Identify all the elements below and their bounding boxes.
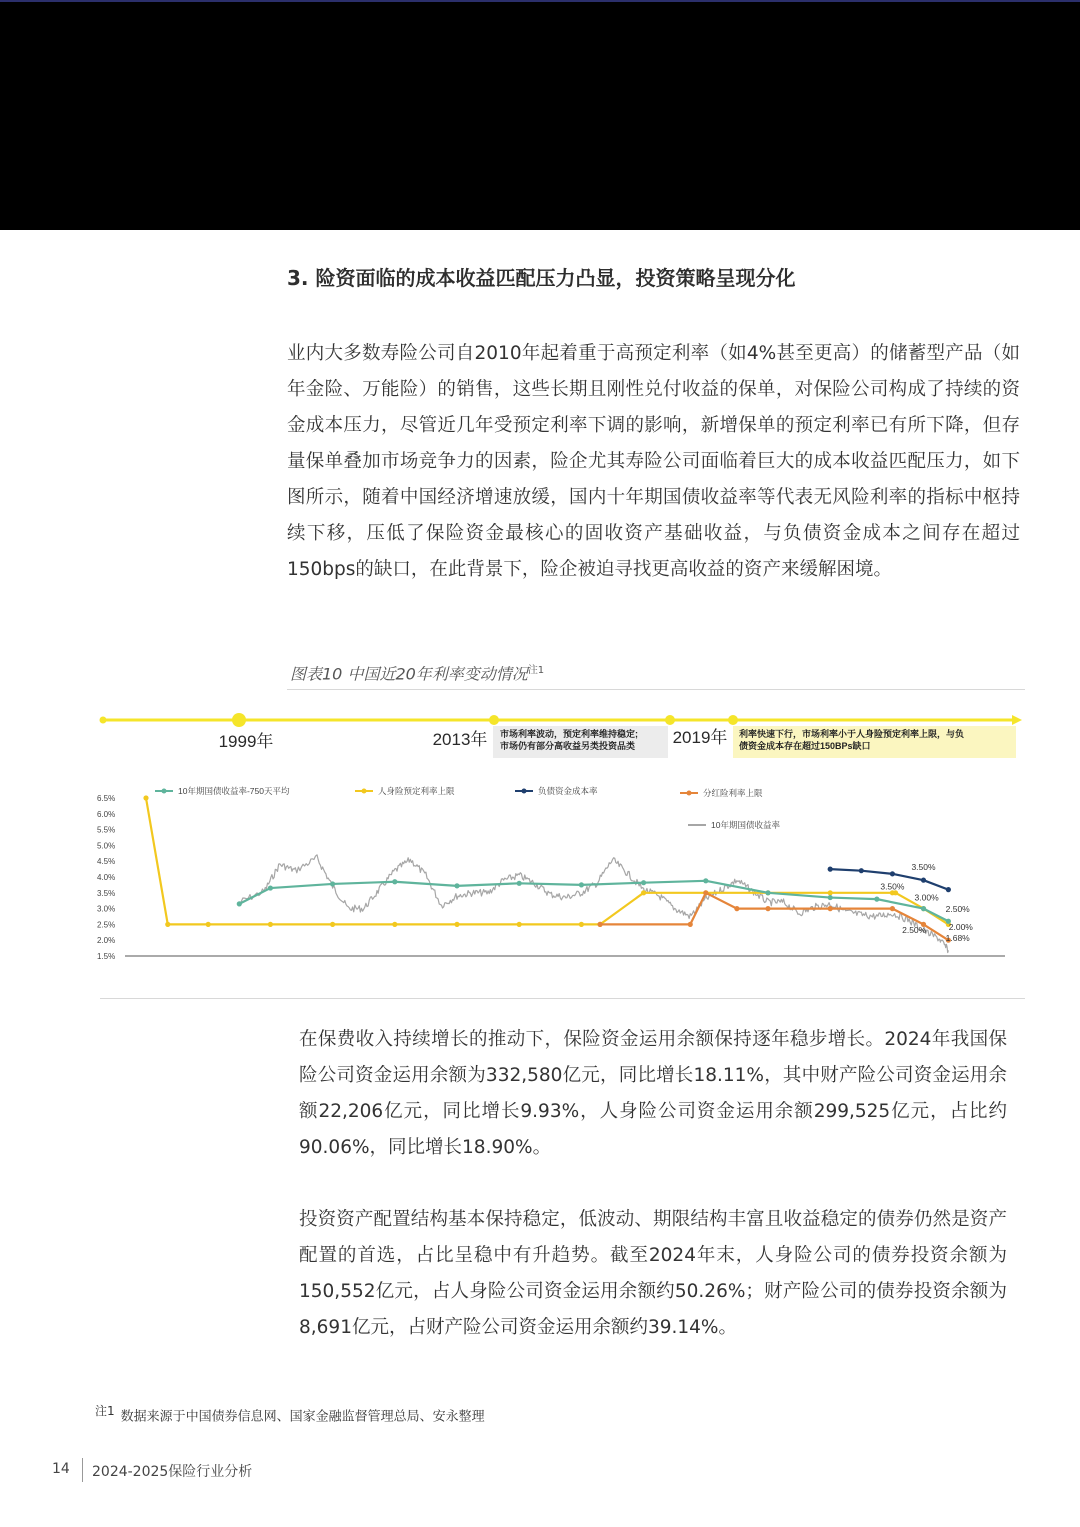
body-paragraph-1: 业内大多数寿险公司自2010年起着重于高预定利率（如4%甚至更高）的储蓄型产品（如年金险、万能险）的销售，这些长期且刚性兑付收益的保单，对保险公司构成了持续的资金成本压力，尽管近几年受预定利率下调的影响，新增保单的预定利率已有所下降，但存量保单叠加市场竞争力的因素，险企尤其寿险公司面临着巨大的成本收益匹配压力，如下图所示，随着中国经济增速放缓，国内十年期国债收益率等代表无风险利率的指标中枢持续下移，压低了保险资金最核心的固收资产基础收益，与负债资金成本之间存在超过150bps的缺口，在此背景下，险企被迫寻找更高收益的资产来缓解困境。 [287, 343, 1020, 580]
timeline-dot [728, 715, 738, 725]
data-point [765, 890, 770, 895]
data-point [579, 922, 584, 927]
timeline-note-2019-line: 债资金成本存在超过150BPs缺口 [739, 741, 871, 751]
timeline-label-1999: 1999年 [218, 732, 274, 751]
data-point [392, 922, 397, 927]
interest-rate-chart [0, 690, 1080, 996]
data-label: 2.00% [948, 922, 973, 933]
timeline-arrow [1012, 715, 1022, 725]
page-number: 14 [52, 1461, 70, 1477]
footer-divider [82, 1458, 83, 1482]
timeline-note-2013-line: 市场利率波动，预定利率维持稳定; [500, 729, 638, 739]
data-point [921, 906, 926, 911]
data-point [828, 906, 833, 911]
data-label: 2.50% [902, 925, 927, 936]
data-point [392, 879, 397, 884]
y-tick-label: 4.5% [97, 857, 116, 867]
data-point [268, 885, 273, 890]
timeline-note-2019-line: 利率快速下行，市场利率小于人身险预定利率上限，与负 [739, 729, 965, 739]
data-point [703, 878, 708, 883]
timeline-dot [232, 713, 246, 727]
y-tick-label: 4.0% [97, 873, 116, 882]
y-tick-label: 6.5% [97, 794, 116, 803]
report-title: 2024-2025保险行业分析 [92, 1464, 253, 1480]
body-paragraph-2: 在保费收入持续增长的推动下，保险资金运用余额保持逐年稳步增长。2024年我国保险公司资金运用余额为332,580亿元，同比增长18.11%，其中财产险公司资金运用余额22,206亿元，同比增长9.93%，人身险公司资金运用余额299,525亿元，占比约90.06%，同比增长18.90%。 [299, 1029, 1007, 1158]
data-point [330, 881, 335, 886]
data-point [874, 897, 879, 902]
timeline-label-2019: 2019年 [672, 728, 728, 747]
data-label: 3.00% [914, 892, 939, 903]
data-point [703, 890, 708, 895]
body-paragraph-3: 投资资产配置结构基本保持稳定，低波动、期限结构丰富且收益稳定的债券仍然是资产配置的首选，占比呈稳中有升趋势。截至2024年末，人身险公司的债券投资余额为150,552亿元，占人身险公司资金运用余额约50.26%；财产险公司的债券投资余额为8,691亿元，占财产险公司资金运用余额约39.14%。 [299, 1209, 1007, 1338]
figure-note-mark: 注1 [527, 665, 545, 676]
footnote-text: 数据来源于中国债券信息网、国家金融监督管理总局、安永整理 [120, 1409, 485, 1425]
data-point [828, 867, 833, 872]
y-tick-label: 6.0% [97, 809, 116, 819]
timeline-dot [100, 717, 107, 724]
data-point [597, 922, 602, 927]
y-tick-label: 3.5% [97, 888, 116, 898]
data-point [828, 890, 833, 895]
data-label: 3.50% [911, 862, 936, 873]
data-point [946, 887, 951, 892]
figure-bottom-rule [100, 998, 1025, 999]
legend-marker [687, 791, 692, 796]
data-point [206, 922, 211, 927]
data-point [454, 883, 459, 888]
data-point [454, 922, 459, 927]
legend-marker [522, 789, 527, 794]
legend-label: 人身险预定利率上限 [378, 786, 455, 796]
data-point [517, 881, 522, 886]
data-point [165, 922, 170, 927]
data-point [890, 906, 895, 911]
data-point [828, 895, 833, 900]
legend-label: 分红险利率上限 [703, 788, 763, 798]
data-point [517, 922, 522, 927]
data-point [688, 922, 693, 927]
legend-label: 10年期国债收益率-750天平均 [178, 786, 290, 796]
data-point [859, 868, 864, 873]
data-point [143, 795, 148, 800]
data-label: 3.50% [880, 881, 905, 892]
data-point [641, 890, 646, 895]
y-tick-label: 5.0% [97, 841, 116, 851]
y-tick-label: 5.5% [97, 825, 116, 835]
footnote-mark: 注1 [95, 1404, 115, 1418]
data-label: 2.50% [945, 903, 970, 914]
data-label: 1.68% [945, 933, 970, 944]
series-line [239, 881, 948, 921]
y-tick-label: 2.5% [97, 920, 116, 930]
legend-marker [162, 789, 167, 794]
data-point [890, 871, 895, 876]
data-point [921, 878, 926, 883]
figure-caption-text: 图表10 中国近20年利率变动情况 [290, 664, 528, 684]
y-tick-label: 1.5% [97, 952, 116, 961]
timeline-note-2013-line: 市场仍有部分高收益另类投资品类 [500, 741, 636, 751]
data-point [268, 922, 273, 927]
legend-label: 10年期国债收益率 [711, 820, 780, 830]
data-point [579, 882, 584, 887]
timeline-dot [489, 715, 499, 725]
data-point [237, 901, 242, 906]
data-point [765, 906, 770, 911]
legend-label: 负债资金成本率 [538, 786, 598, 796]
footnote [95, 1402, 485, 1424]
header-banner [0, 0, 1080, 230]
data-point [641, 880, 646, 885]
figure-caption [290, 661, 544, 684]
data-point [734, 906, 739, 911]
timeline-dot [665, 715, 675, 725]
data-point [330, 922, 335, 927]
timeline-label-2013: 2013年 [432, 730, 488, 749]
y-tick-label: 3.0% [97, 904, 116, 914]
legend-marker [362, 789, 367, 794]
y-tick-label: 2.0% [97, 936, 116, 946]
section-title: 3. 险资面临的成本收益匹配压力凸显，投资策略呈现分化 [287, 266, 796, 290]
